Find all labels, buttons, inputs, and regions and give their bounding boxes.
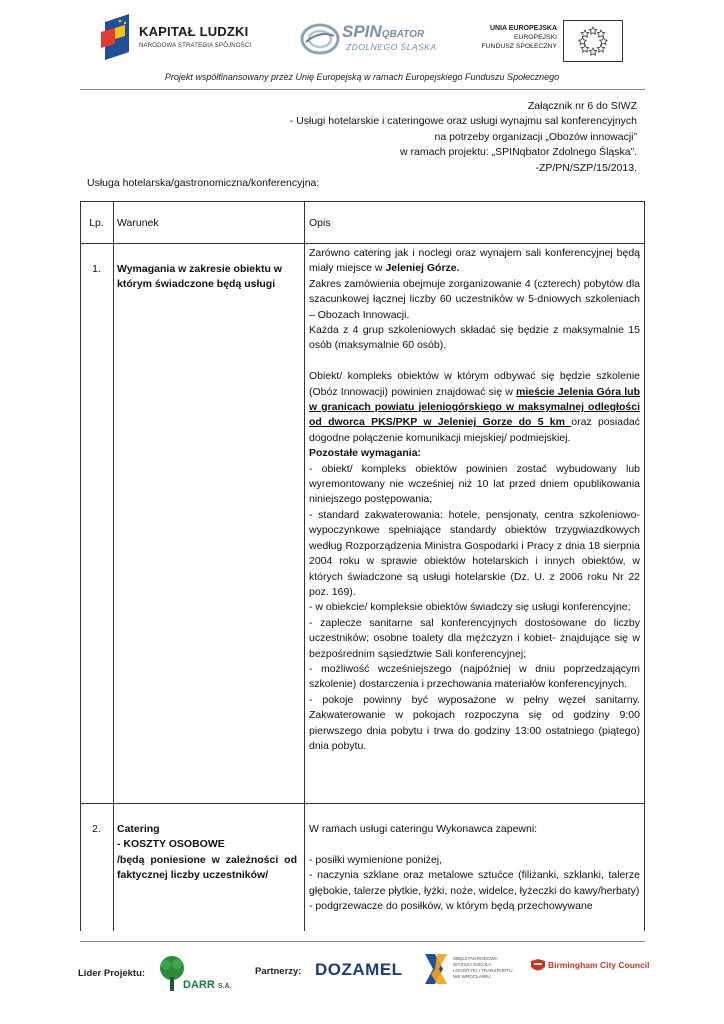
birmingham-crest-icon	[530, 958, 546, 974]
wsl-text	[453, 956, 513, 980]
attachment-line3: na potrzeby organizacji „Obozów innowacji”	[434, 130, 637, 143]
attachment-line2: - Usługi hotelarskie i cateringowe oraz usługi wynajmu sal konferencyjnych	[289, 115, 637, 128]
eu-line2: EUROPEJSKI	[513, 34, 557, 41]
row1-p4-text: Obiekt/ kompleks obiektów w którym odbywać się będzie szkolenie (Obóz Innowacji) powinien znajdować się w	[309, 370, 640, 398]
service-type-label: Usługa hotelarska/gastronomiczna/konferencyjna:	[87, 177, 320, 189]
row1-p3: Każda z 4 grup szkoleniowych składać się będzie z maksymalnie 15 osób (maksymalnie 60 osób).	[309, 324, 640, 352]
eu-logo	[475, 20, 625, 64]
row1-gap	[309, 354, 640, 369]
row1-other-title	[309, 446, 640, 461]
dozamel-logo: DOZAMEL	[315, 960, 403, 979]
row1-p1-city: Jeleniej Górze.	[385, 262, 460, 275]
header-logos	[95, 12, 625, 64]
table-border-top	[80, 201, 645, 202]
spinqbator-swirl-icon	[300, 22, 340, 56]
header-opis: Opis	[309, 217, 331, 229]
row1-warunek: Wymagania w zakresie obiektu w którym świadczone będą usługi	[117, 263, 282, 291]
row1-req4: - zaplecze sanitarne sal konferencyjnych dostosowane do liczby uczestników; osobne toalety dla mężczyzn i kobiet- znajdujące się w bezpośrednim sąsiedztwie Sali konferencyjnej;	[309, 616, 640, 660]
row2-warunek	[117, 822, 297, 884]
row1-p4-location: mieście Jelenia Góra lub w granicach powiatu jeleniogórskiego w maksymalnej odległości od dworca PKS/PKP w Jeleniej Gorze do 5 km	[309, 385, 640, 429]
attachment-line1: Załącznik nr 6 do SIWZ	[527, 100, 637, 112]
eu-flag-icon	[563, 20, 623, 62]
table-row-divider	[80, 803, 645, 804]
row1-req6: - pokoje powinny być wyposażone w pełny węzeł sanitarny. Zakwaterowanie w pokojach rozpoczyna się od godziny 9:00 pierwszego dnia pobytu i trwa do godziny 13:00 ostatniego (piątego) dnia pobytu.	[309, 693, 640, 752]
birmingham-logo	[530, 956, 655, 986]
row2-item1: - posiłki wymienione poniżej,	[309, 853, 443, 866]
row1-p4-tail: oraz posiadać dogodne połączenie komunikacji miejskiej/ podmiejskiej.	[309, 416, 640, 444]
row1-opis	[309, 246, 640, 754]
row2-intro: W ramach usługi cateringu Wykonawca zapewni:	[309, 823, 538, 835]
partners-label: Partnerzy:	[255, 966, 302, 977]
table-border-right	[644, 201, 645, 931]
eu-logo-text	[475, 24, 557, 51]
kapital-ludzki-subtitle: NARODOWA STRATEGIA SPÓJNOŚCI	[139, 43, 252, 49]
footer-logos	[75, 950, 655, 1000]
spin-title-main: SPIN	[342, 22, 382, 41]
wsl-line1: MIĘDZYNARODOWA	[453, 956, 498, 961]
darr-name	[183, 979, 231, 991]
attachment-line4: w ramach projektu: „SPINqbator Zdolnego Śląska”.	[400, 146, 637, 159]
row1-p4	[309, 369, 640, 446]
eu-line1: UNIA EUROPEJSKA	[489, 25, 557, 32]
wsl-logo	[423, 952, 533, 996]
row2-item3: - podgrzewacze do posiłków, w którym będą przechowywane	[309, 900, 593, 913]
wsl-arrows-icon	[423, 952, 451, 986]
eu-line3: FUNDUSZ SPOŁECZNY	[481, 43, 557, 50]
row1-req5: - możliwość wcześniejszego (najpóźniej w dniu poprzedzającym szkolenie) dostarczenia i przechowania materiałów konferencyjnych.	[309, 662, 640, 691]
row1-other-title-text: Pozostałe wymagania:	[309, 447, 422, 460]
spinqbator-title	[342, 22, 424, 42]
row2-war1: Catering	[117, 823, 160, 835]
row2-item2: - naczynia szklane oraz metalowe sztućce (filiżanki, szklanki, talerze głębokie, talerze płytkie, łyżki, noże, widelce, łyżeczki do kawy/herbaty)	[309, 869, 640, 897]
row1-req1: - obiekt/ kompleks obiektów powinien zostać wybudowany lub wyremontowany nie wcześniej niż 10 lat przed dniem opublikowania niniejszego postępowania;	[309, 462, 640, 506]
spin-title-suffix: QBATOR	[381, 29, 425, 40]
header-lp: Lp.	[89, 217, 104, 229]
wsl-line2: WYŻSZA SZKOŁA	[453, 962, 492, 967]
darr-suffix: S.A.	[217, 983, 232, 990]
row1-p1	[309, 246, 640, 277]
row2-opis	[309, 822, 640, 914]
header-warunek: Warunek	[117, 217, 159, 229]
kapital-ludzki-title: KAPITAŁ LUDZKI	[139, 24, 249, 39]
table-col-divider-1	[113, 201, 114, 931]
lider-label: Lider Projektu:	[78, 968, 146, 979]
row1-p1-text: Zarówno catering jak i noclegi oraz wynajem sali konferencyjnej będą miały miejsce w	[309, 247, 640, 275]
row1-req3: - w obiekcie/ kompleksie obiektów świadczy się usługi konferencyjne;	[309, 601, 631, 614]
footer-divider	[80, 941, 645, 942]
birmingham-name: Birmingham City Council	[548, 960, 650, 970]
row2-gap	[309, 837, 640, 852]
wsl-line3: LOGISTYKI I TRANSPORTU	[453, 968, 513, 973]
row2-war2: - KOSZTY OSOBOWE	[117, 838, 225, 851]
kapital-ludzki-logo	[95, 14, 270, 64]
wsl-line4: WE WROCŁAWIU	[453, 974, 491, 979]
darr-logo	[153, 953, 245, 997]
row2-lp: 2.	[92, 823, 101, 835]
header-divider	[80, 89, 645, 90]
spinqbator-subtitle: ZDOLNEGO ŚLĄSKA	[346, 42, 437, 52]
project-cofinancing-line: Projekt współfinansowany przez Unię Europejską w ramach Europejskiego Funduszu Społecznego	[164, 72, 560, 82]
row1-p2: Zakres zamówienia obejmuje zorganizowanie 4 (czterech) pobytów dla szacunkowej łącznej liczby 60 uczestników w 5-dniowych szkoleniach – Obozach Innowacji.	[309, 277, 640, 321]
row1-lp: 1.	[92, 263, 101, 275]
attachment-line5: -ZP/PN/SZP/15/2013.	[535, 161, 637, 174]
row2-war3: /będą poniesione w zależności od faktycznej liczby uczestników/	[117, 853, 297, 882]
kapital-ludzki-flag-icon	[101, 14, 131, 60]
table-col-divider-2	[304, 201, 305, 931]
darr-name-main: DARR	[183, 979, 215, 991]
table-header-divider	[80, 243, 645, 244]
row1-req2: - standard zakwaterowania: hotele, pensjonaty, centra szkoleniowo- wypoczynkowe spełniające standardy obiektów trzygwiazdkowych według Rozporządzenia Ministra Gospodarki i Pracy z dnia 18 sierpnia 2004 roku w sprawie obiektów hotelarskich i innych obiektów, w których świadczone są usługi hotelarskie (Dz. U. z 2006 roku Nr 22 poz. 169).	[309, 508, 640, 598]
spinqbator-logo	[300, 20, 450, 60]
attachment-info	[290, 99, 637, 176]
requirements-table	[80, 201, 645, 931]
